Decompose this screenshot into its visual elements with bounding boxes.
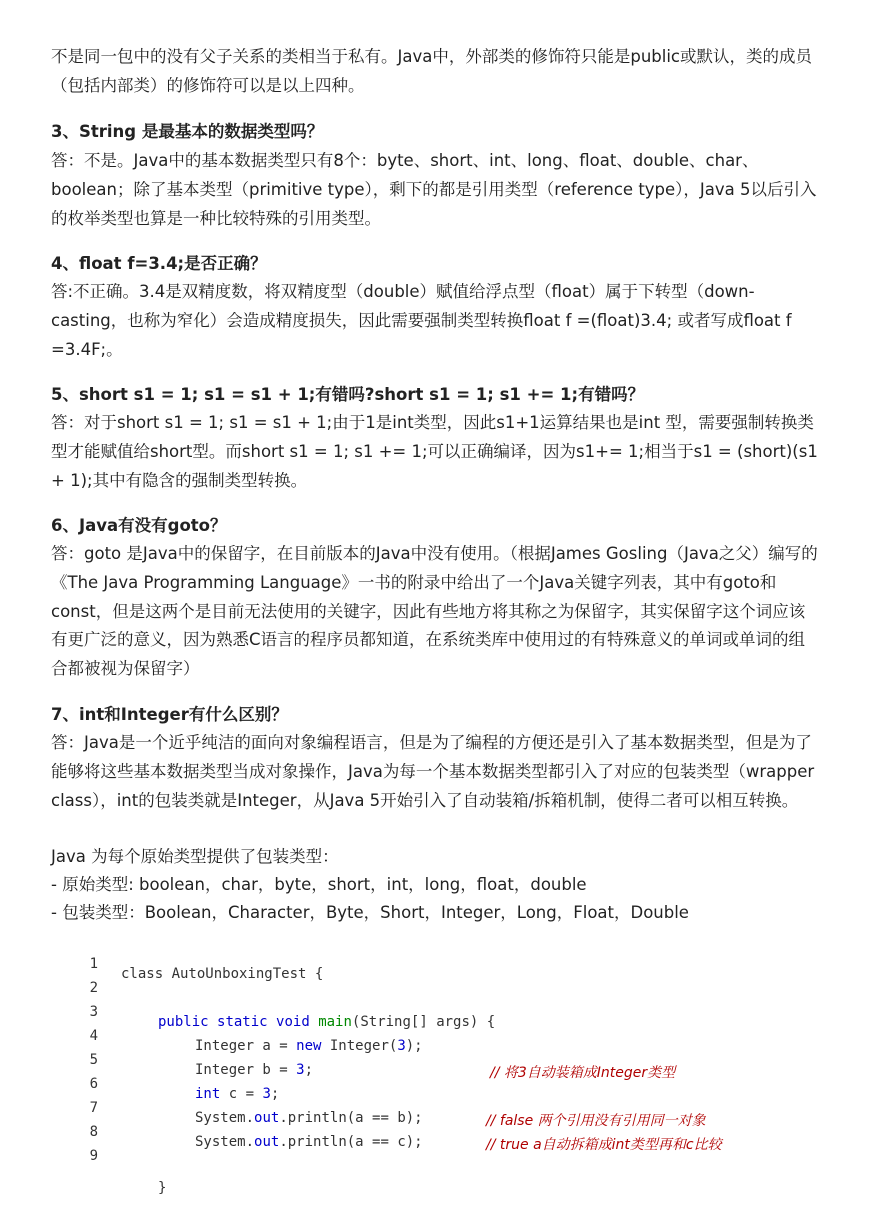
code-line-int-c xyxy=(195,1086,279,1102)
code-line-closing-brace: } xyxy=(158,1180,167,1196)
section-7-body: 答：Java是一个近乎纯洁的面向对象编程语言，但是为了编程的方便还是引入了基本数据类型，但是为了能够将这些基本数据类型当成对象操作，Java为每一个基本数据类型都引入了对应的包装类型（wrapper class），int的包装类就是Integer，从Java 5开始引入了自动装箱/拆箱机制，使得二者可以相互转换。 xyxy=(51,733,815,810)
section-6-body: 答：goto 是Java中的保留字，在目前版本的Java中没有使用。（根据James Gosling（Java之父）编写的《The Java Programming Language》一书的附录中给出了一个Java关键字列表，其中有goto和const，但是这两个是目前无法使用的关键字，因此有些地方将其称之为保留字，其实保留字这个词应该有更广泛的意义，因为熟悉C语言的程序员都知道，在系统类库中使用过的有特殊意义的单词或单词的组合都被视为保留字） xyxy=(51,544,818,679)
intro-paragraph: 不是同一包中的没有父子关系的类相当于私有。Java中，外部类的修饰符只能是public或默认，类的成员（包括内部类）的修饰符可以是以上四种。 xyxy=(51,47,812,95)
code-text: (String[] args) { xyxy=(351,1014,496,1030)
primitive-types-line: - 原始类型: boolean，char，byte，short，int，long，float，double xyxy=(51,875,587,894)
number-literal: 3 xyxy=(296,1062,305,1078)
code-text: .println(a == c); xyxy=(279,1134,423,1150)
code-line-println-ab xyxy=(195,1110,423,1126)
line-number: 4 xyxy=(89,1028,98,1044)
code-text: ); xyxy=(405,1038,423,1054)
field-name: out xyxy=(254,1110,280,1126)
code-line-main-decl xyxy=(158,1014,495,1030)
code-text: Integer( xyxy=(321,1038,398,1054)
line-number: 7 xyxy=(89,1100,98,1116)
section-5-heading: 5、short s1 = 1; s1 = s1 + 1;有错吗?short s1 = 1; s1 += 1;有错吗？ xyxy=(51,385,645,404)
keyword: new xyxy=(296,1038,322,1054)
section-4-body: 答:不正确。3.4是双精度数，将双精度型（double）赋值给浮点型（float）属于下转型（down-casting，也称为窄化）会造成精度损失，因此需要强制类型转换float f =(float)3.4; 或者写成float f =3.4F;。 xyxy=(51,282,792,359)
section-5-body: 答：对于short s1 = 1; s1 = s1 + 1;由于1是int类型，因此s1+1运算结果也是int 型，需要强制转换类型才能赋值给short型。而short s1 = 1; s1 += 1;可以正确编译，因为s1+= 1;相当于s1 = (short)(s1 + 1);其中有隐含的强制类型转换。 xyxy=(51,413,818,490)
code-text: .println(a == b); xyxy=(279,1110,423,1126)
field-name: out xyxy=(254,1134,280,1150)
line-number: 1 xyxy=(89,956,98,972)
code-text: Integer a = xyxy=(195,1038,297,1054)
code-line-integer-b xyxy=(195,1062,313,1078)
line-number: 9 xyxy=(89,1148,98,1164)
line-number: 2 xyxy=(89,980,98,996)
section-3-heading: 3、String 是最基本的数据类型吗？ xyxy=(51,122,324,141)
number-literal: 3 xyxy=(262,1086,271,1102)
number-literal: 3 xyxy=(397,1038,406,1054)
line-number: 3 xyxy=(89,1004,98,1020)
code-line-println-ac xyxy=(195,1134,423,1150)
keyword: int xyxy=(195,1086,221,1102)
section-6-heading: 6、Java有没有goto？ xyxy=(51,516,227,535)
section-7-heading: 7、int和Integer有什么区别？ xyxy=(51,705,288,724)
section-3-body: 答：不是。Java中的基本数据类型只有8个：byte、short、int、long、float、double、char、boolean；除了基本类型（primitive type），剩下的都是引用类型（reference type），Java 5以后引入的枚举类型也算是一种比较特殊的引用类型。 xyxy=(51,151,817,228)
code-text: ; xyxy=(270,1086,280,1102)
code-text: ; xyxy=(304,1062,314,1078)
code-comment: // true a自动拆箱成int类型再和c比较 xyxy=(486,1137,722,1153)
code-comment: // false 两个引用没有引用同一对象 xyxy=(486,1113,706,1129)
code-block xyxy=(80,952,840,1228)
keyword: static xyxy=(217,1014,268,1030)
wrapper-intro-line: Java 为每个原始类型提供了包装类型： xyxy=(51,847,339,866)
function-name: main xyxy=(318,1014,352,1030)
code-text: Integer b = xyxy=(195,1062,297,1078)
wrapper-types-line: - 包装类型：Boolean，Character，Byte，Short，Integer，Long，Float，Double xyxy=(51,903,689,922)
code-text: c = xyxy=(220,1086,263,1102)
line-number: 5 xyxy=(89,1052,98,1068)
code-line-integer-a xyxy=(195,1038,423,1054)
keyword: void xyxy=(276,1014,310,1030)
section-4-heading: 4、float f=3.4;是否正确？ xyxy=(51,254,267,273)
line-number: 8 xyxy=(89,1124,98,1140)
code-text: System. xyxy=(195,1134,255,1150)
keyword: public xyxy=(158,1014,209,1030)
code-line-class-decl: class AutoUnboxingTest { xyxy=(121,966,324,982)
code-text: System. xyxy=(195,1110,255,1126)
line-number: 6 xyxy=(89,1076,98,1092)
code-comment: // 将3自动装箱成Integer类型 xyxy=(490,1065,676,1081)
